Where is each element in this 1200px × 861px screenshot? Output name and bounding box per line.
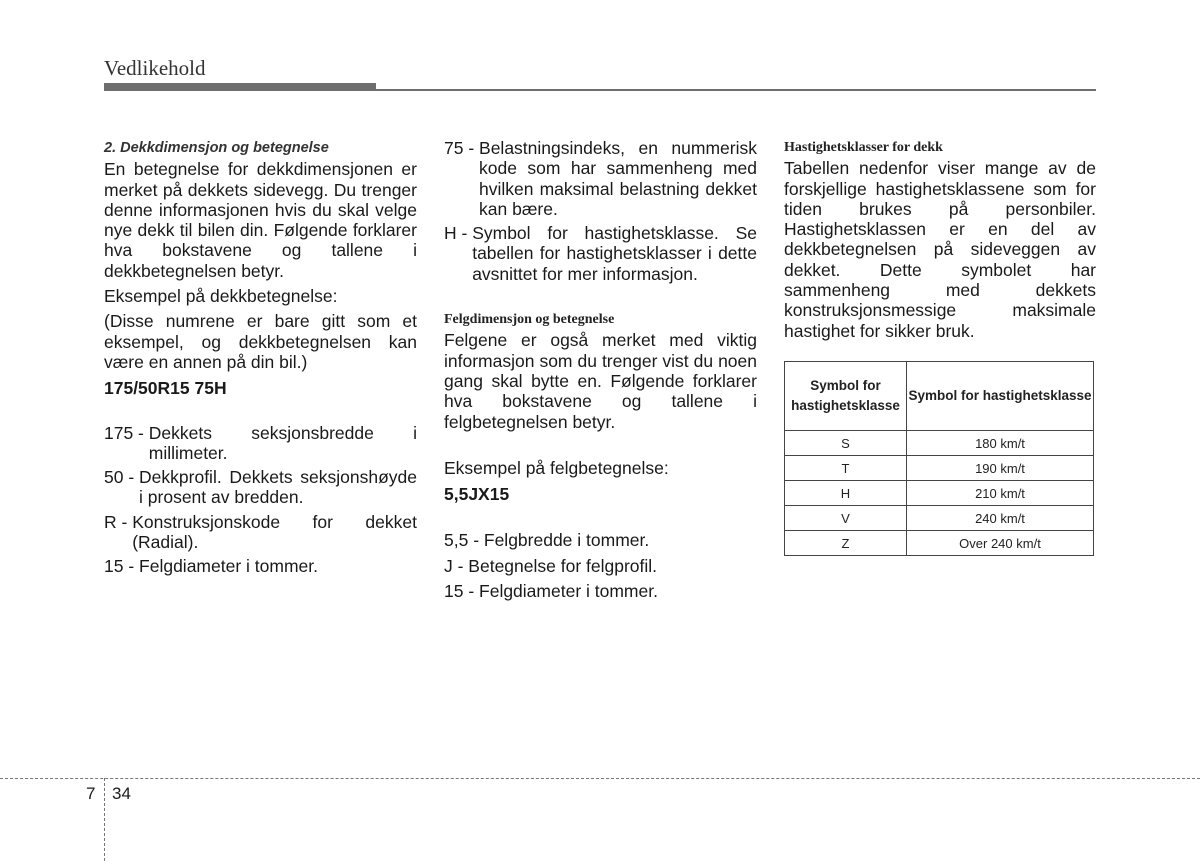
table-cell-symbol: Z <box>785 531 907 556</box>
list-item-text: Dekkets seksjonsbredde i millimeter. <box>148 422 417 463</box>
list-item-text: Konstruksjonskode for dekket (Radial). <box>132 511 417 553</box>
chapter-number: 7 <box>86 784 96 803</box>
table-cell-speed: Over 240 km/t <box>907 531 1094 556</box>
list-item <box>104 556 417 576</box>
column-3 <box>784 138 1096 341</box>
speed-class-table <box>784 361 1094 556</box>
table-row <box>785 456 1094 481</box>
column-1 <box>104 138 417 577</box>
table-header-cell: Symbol for hastighetsklasse <box>907 362 1094 431</box>
list-item-text: Felgdiameter i tommer. <box>139 556 318 577</box>
list-item <box>104 512 417 553</box>
rim-item: J - Betegnelse for felgprofil. <box>444 555 658 576</box>
tire-example-code: 175/50R15 75H <box>104 378 227 399</box>
list-item-text: Symbol for hastighetsklasse. Se tabellen for hastighetsklasser i dette avsnittet for mer informasjon. <box>472 223 757 284</box>
page-number: 34 <box>112 784 131 803</box>
paragraph-rim-example-label: Eksempel på felgbetegnelse: <box>444 457 669 478</box>
tire-code-list <box>104 423 417 577</box>
paragraph-rim-intro: Felgene er også merket med viktig informasjon som du trenger vist du noen gang skal bytte en. Følgende forklarer hva bokstavene og tallene i felgbetegnelsen betyr. <box>444 330 757 432</box>
table-cell-symbol: V <box>785 506 907 531</box>
rim-item: 5,5 - Felgbredde i tommer. <box>444 530 650 551</box>
paragraph-tire-intro: En betegnelse for dekkdimensjonen er merket på dekkets sidevegg. Du trenger denne informasjonen hvis du skal velge nye dekk til bilen din. Følgende forklarer hva bokstavene og tallene i dekkbetegnelsen betyr. <box>104 159 417 281</box>
list-item-label: 50 - <box>104 467 140 488</box>
header-bar-thick <box>104 83 376 91</box>
paragraph-speed-intro: Tabellen nedenfor viser mange av de forskjellige hastighetsklassene som for tiden brukes på personbiler. Hastighetsklassen er en del av dekkbetegnelsen på sideveggen av dekket. Dette symbolet har sammenheng med dekkets konstruksjonsmessige maksimale hastighet for sikker bruk. <box>784 158 1096 341</box>
list-item-text: Dekkprofil. Dekkets seksjonshøyde i prosent av bredden. <box>139 467 417 508</box>
table-cell-symbol: T <box>785 456 907 481</box>
table-cell-speed: 180 km/t <box>907 431 1094 456</box>
list-item-label: 15 - <box>104 556 140 577</box>
table-cell-speed: 240 km/t <box>907 506 1094 531</box>
list-item-text: Belastningsindeks, en nummerisk kode som har sammenheng med hvilken maksimal belastning dekket kan bære. <box>479 138 757 219</box>
page-header-title: Vedlikehold <box>104 56 206 80</box>
footer-divider <box>0 778 1200 779</box>
list-item-label: 75 - <box>444 138 480 158</box>
paragraph-tire-note: (Disse numrene er bare gitt som et eksempel, og dekkbetegnelsen kan være en annen på din bil.) <box>104 311 417 372</box>
section-title-rim-dimension: Felgdimensjon og betegnelse <box>444 312 615 328</box>
table-header-row <box>785 362 1094 431</box>
section-title-tire-dimension: 2. Dekkdimensjon og betegnelse <box>104 140 329 156</box>
section-title-speed-classes: Hastighetsklasser for dekk <box>784 140 943 155</box>
list-item <box>104 423 417 464</box>
table-cell-speed: 190 km/t <box>907 456 1094 481</box>
list-item <box>104 467 417 508</box>
header-bar-thin <box>376 89 1096 91</box>
table-row <box>785 531 1094 556</box>
table-cell-symbol: H <box>785 481 907 506</box>
list-item <box>444 223 757 284</box>
table-cell-speed: 210 km/t <box>907 481 1094 506</box>
list-item-label: H - <box>444 223 473 244</box>
table-row <box>785 481 1094 506</box>
paragraph-tire-example-label: Eksempel på dekkbetegnelse: <box>104 286 338 307</box>
list-item <box>444 138 757 219</box>
table-header-cell: Symbol for hastighetsklasse <box>785 362 907 431</box>
list-item-label: 175 - <box>104 422 149 443</box>
footer-vertical-divider <box>104 778 105 861</box>
table-cell-symbol: S <box>785 431 907 456</box>
column-2 <box>444 138 757 601</box>
list-item-label: R - <box>104 511 133 532</box>
table-row <box>785 431 1094 456</box>
rim-example-code: 5,5JX15 <box>444 484 510 505</box>
table-row <box>785 506 1094 531</box>
rim-item: 15 - Felgdiameter i tommer. <box>444 581 658 602</box>
